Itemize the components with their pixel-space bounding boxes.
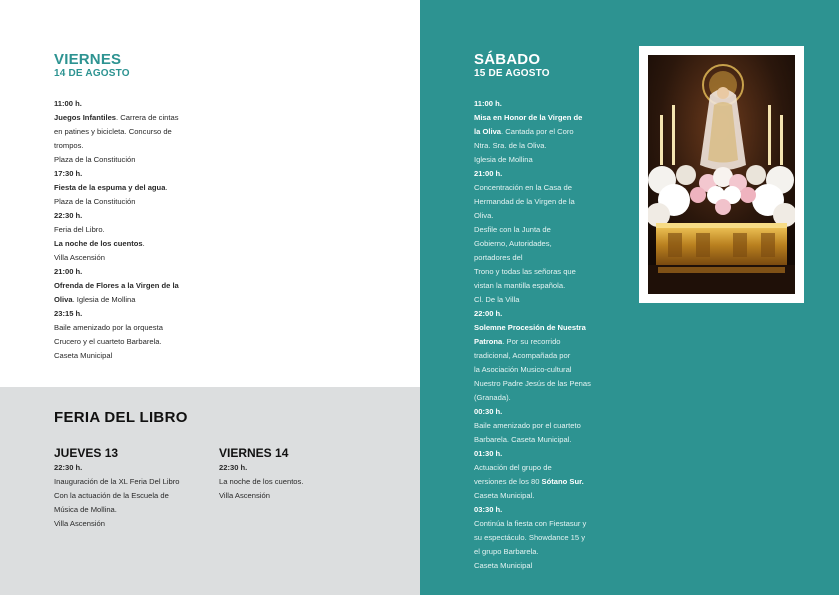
schedule-line: Ofrenda de Flores a la Virgen de la [54, 281, 179, 290]
schedule-line: Cl. De la Villa [474, 295, 520, 304]
schedule-line: Feria del Libro. [54, 225, 105, 234]
feria-viernes-title: VIERNES 14 [219, 446, 289, 460]
schedule-line-part: . Iglesia de Mollina [72, 295, 136, 304]
viernes-title: VIERNES [54, 51, 122, 68]
schedule-line: 00:30 h. [474, 407, 503, 416]
schedule-line [54, 293, 214, 307]
jueves-title: JUEVES 13 [54, 446, 119, 460]
schedule-line-part: . Por su recorrido [502, 337, 561, 346]
schedule-line: Continúa la fiesta con Fiestasur y [474, 519, 587, 528]
photo-frame [639, 46, 804, 303]
schedule-line [474, 475, 624, 489]
viernes-heading [54, 51, 130, 79]
schedule-line: La noche de los cuentos. [219, 477, 304, 486]
schedule-line: Villa Ascensión [219, 491, 270, 500]
schedule-line: vistan la mantilla española. [474, 281, 566, 290]
schedule-line-part: . Carrera de cintas [116, 113, 179, 122]
photo-illustration [648, 55, 795, 294]
schedule-line: 11:00 h. [54, 99, 82, 108]
schedule-line: en patines y bicicleta. Concurso de [54, 127, 172, 136]
schedule-line: Nuestro Padre Jesús de las Penas [474, 379, 591, 388]
schedule-line-part: . [142, 239, 145, 248]
schedule-line: la Asociación Musico-cultural [474, 365, 572, 374]
schedule-line: Iglesia de Mollina [474, 155, 533, 164]
schedule-line: 22:30 h. [54, 211, 83, 220]
schedule-line: Oliva. [474, 211, 494, 220]
schedule-line [54, 237, 214, 251]
schedule-line: Baile amenizado por el cuarteto [474, 421, 581, 430]
schedule-line: Plaza de la Constitución [54, 197, 136, 206]
schedule-line-part: Patrona [474, 337, 503, 346]
schedule-line: Con la actuación de la Escuela de [54, 491, 169, 500]
schedule-line [474, 125, 624, 139]
virgin-procession-photo [648, 55, 795, 294]
schedule-line-part: La noche de los cuentos [54, 239, 143, 248]
jueves-schedule [54, 461, 180, 531]
schedule-line: tradicional, Acompañada por [474, 351, 571, 360]
schedule-line-part: Fiesta de la espuma y del agua [54, 183, 166, 192]
schedule-line: Concentración en la Casa de [474, 183, 572, 192]
schedule-line: Gobierno, Autoridades, [474, 239, 552, 248]
schedule-line: Crucero y el cuarteto Barbarela. [54, 337, 162, 346]
schedule-line [54, 181, 214, 195]
schedule-line: Barbarela. Caseta Municipal. [474, 435, 572, 444]
feria-title: FERIA DEL LIBRO [54, 409, 188, 426]
schedule-line: Baile amenizado por la orquesta [54, 323, 163, 332]
schedule-line: 11:00 h. [474, 99, 502, 108]
schedule-line: Plaza de la Constitución [54, 155, 136, 164]
schedule-line-part: Oliva [54, 295, 73, 304]
schedule-line: Hermandad de la Virgen de la [474, 197, 575, 206]
schedule-line: 21:00 h. [54, 267, 83, 276]
schedule-line: 22:00 h. [474, 309, 503, 318]
schedule-line: trompos. [54, 141, 84, 150]
schedule-line: Actuación del grupo de [474, 463, 552, 472]
schedule-line-part: la Oliva [474, 127, 502, 136]
schedule-line: Caseta Municipal [474, 561, 533, 570]
schedule-line: Misa en Honor de la Virgen de [474, 113, 583, 122]
sabado-schedule [474, 97, 624, 573]
schedule-line: 23:15 h. [54, 309, 83, 318]
sabado-date: 15 DE AGOSTO [474, 68, 550, 79]
schedule-line: (Granada). [474, 393, 511, 402]
sabado-heading [474, 51, 550, 79]
schedule-line: Villa Ascensión [54, 519, 105, 528]
schedule-line: Caseta Municipal [54, 351, 113, 360]
viernes-date: 14 DE AGOSTO [54, 68, 130, 79]
schedule-line: Música de Mollina. [54, 505, 117, 514]
schedule-line [474, 335, 624, 349]
schedule-line: el grupo Barbarela. [474, 547, 539, 556]
schedule-line-part: . Cantada por el Coro [501, 127, 574, 136]
schedule-line: Desfile con la Junta de [474, 225, 551, 234]
schedule-line: 22:30 h. [54, 463, 83, 472]
schedule-line: 17:30 h. [54, 169, 83, 178]
viernes-schedule [54, 97, 214, 363]
schedule-line: 21:00 h. [474, 169, 503, 178]
schedule-line: Inauguración de la XL Feria Del Libro [54, 477, 180, 486]
schedule-line: 03:30 h. [474, 505, 503, 514]
schedule-line-part: Sótano Sur. [541, 477, 584, 486]
schedule-line: Caseta Municipal. [474, 491, 535, 500]
schedule-line: Solemne Procesión de Nuestra [474, 323, 586, 332]
sabado-title: SÁBADO [474, 51, 541, 68]
feria-viernes-schedule [219, 461, 303, 503]
schedule-line-part: Juegos Infantiles [54, 113, 117, 122]
feria-jueves-column [54, 446, 180, 531]
schedule-line-part: versiones de los 80 [474, 477, 542, 486]
schedule-line: portadores del [474, 253, 523, 262]
schedule-line: Ntra. Sra. de la Oliva. [474, 141, 547, 150]
schedule-line [54, 111, 214, 125]
schedule-line: Trono y todas las señoras que [474, 267, 576, 276]
schedule-line: su espectáculo. Showdance 15 y [474, 533, 586, 542]
schedule-line: Villa Ascensión [54, 253, 105, 262]
schedule-line: 01:30 h. [474, 449, 503, 458]
schedule-line-part: . [165, 183, 168, 192]
schedule-line: 22:30 h. [219, 463, 248, 472]
feria-viernes-column [219, 446, 303, 503]
